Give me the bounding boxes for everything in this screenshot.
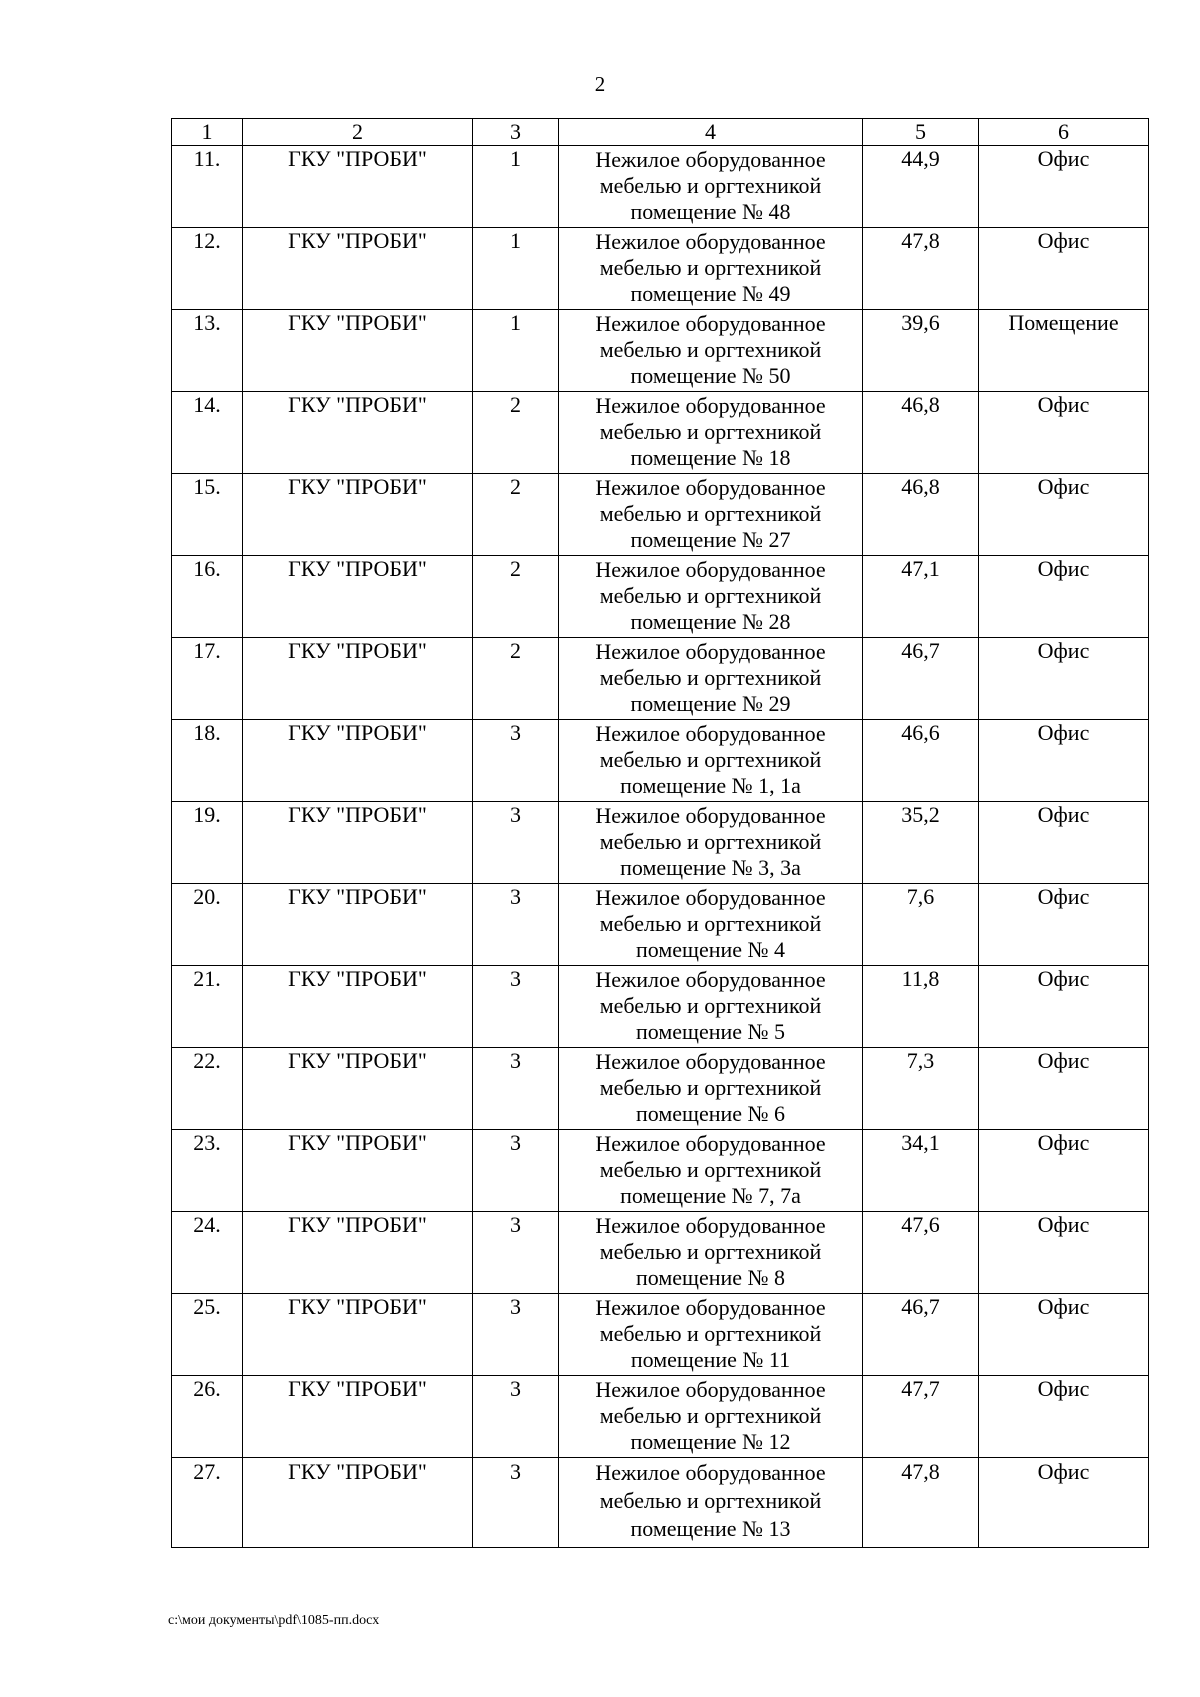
floor-cell: 1 (473, 146, 559, 228)
row-number-cell: 27. (172, 1458, 243, 1548)
purpose-cell: Офис (979, 884, 1149, 966)
organization-cell: ГКУ "ПРОБИ" (243, 638, 473, 720)
area-cell: 7,6 (863, 884, 979, 966)
column-header: 1 (172, 119, 243, 146)
table-row (172, 1294, 1149, 1376)
organization-cell: ГКУ "ПРОБИ" (243, 556, 473, 638)
description-line: помещение № 28 (630, 609, 791, 634)
row-number-cell: 18. (172, 720, 243, 802)
description-line: Нежилое оборудованное (595, 557, 826, 582)
description-line: помещение № 1, 1а (620, 773, 801, 798)
column-header: 4 (559, 119, 863, 146)
floor-cell: 3 (473, 1130, 559, 1212)
description-line: мебелью и оргтехникой (599, 665, 822, 690)
organization-cell: ГКУ "ПРОБИ" (243, 1212, 473, 1294)
table-row (172, 146, 1149, 228)
table-header-row (172, 119, 1149, 146)
description-cell (559, 392, 863, 474)
area-cell: 34,1 (863, 1130, 979, 1212)
table-row (172, 884, 1149, 966)
row-number-cell: 19. (172, 802, 243, 884)
purpose-cell: Офис (979, 392, 1149, 474)
organization-cell: ГКУ "ПРОБИ" (243, 720, 473, 802)
description-line: мебелью и оргтехникой (599, 829, 822, 854)
row-number-cell: 26. (172, 1376, 243, 1458)
row-number-cell: 16. (172, 556, 243, 638)
area-cell: 46,8 (863, 392, 979, 474)
area-cell: 39,6 (863, 310, 979, 392)
row-number-cell: 21. (172, 966, 243, 1048)
area-cell: 47,6 (863, 1212, 979, 1294)
row-number-cell: 24. (172, 1212, 243, 1294)
organization-cell: ГКУ "ПРОБИ" (243, 884, 473, 966)
purpose-cell: Офис (979, 1130, 1149, 1212)
area-cell: 11,8 (863, 966, 979, 1048)
description-line: мебелью и оргтехникой (599, 911, 822, 936)
floor-cell: 1 (473, 228, 559, 310)
page-number: 2 (594, 72, 606, 96)
description-line: помещение № 29 (630, 691, 791, 716)
area-cell: 46,6 (863, 720, 979, 802)
description-line: Нежилое оборудованное (595, 639, 826, 664)
row-number-cell: 12. (172, 228, 243, 310)
description-line: мебелью и оргтехникой (599, 747, 822, 772)
purpose-cell: Офис (979, 474, 1149, 556)
row-number-cell: 25. (172, 1294, 243, 1376)
floor-cell: 3 (473, 1048, 559, 1130)
description-cell (559, 802, 863, 884)
description-cell (559, 1048, 863, 1130)
table-row (172, 802, 1149, 884)
column-header: 3 (473, 119, 559, 146)
area-cell: 46,8 (863, 474, 979, 556)
description-line: Нежилое оборудованное (595, 1295, 826, 1320)
description-cell (559, 146, 863, 228)
description-cell (559, 884, 863, 966)
description-line: помещение № 27 (630, 527, 791, 552)
description-line: мебелью и оргтехникой (599, 1403, 822, 1428)
description-line: мебелью и оргтехникой (599, 1239, 822, 1264)
description-line: помещение № 3, 3а (620, 855, 801, 880)
area-cell: 46,7 (863, 1294, 979, 1376)
description-cell (559, 966, 863, 1048)
area-cell: 46,7 (863, 638, 979, 720)
column-header: 5 (863, 119, 979, 146)
purpose-cell: Офис (979, 1458, 1149, 1548)
description-line: помещение № 4 (635, 937, 786, 962)
purpose-cell: Офис (979, 720, 1149, 802)
floor-cell: 2 (473, 556, 559, 638)
floor-cell: 1 (473, 310, 559, 392)
purpose-cell: Офис (979, 228, 1149, 310)
table-body (172, 119, 1149, 1548)
description-line: мебелью и оргтехникой (599, 1321, 822, 1346)
description-line: Нежилое оборудованное (595, 1377, 826, 1402)
description-line: Нежилое оборудованное (595, 1213, 826, 1238)
row-number-cell: 14. (172, 392, 243, 474)
organization-cell: ГКУ "ПРОБИ" (243, 1048, 473, 1130)
description-line: мебелью и оргтехникой (599, 255, 822, 280)
description-line: помещение № 50 (630, 363, 791, 388)
footer-file-path: c:\мои документы\pdf\1085-пп.docx (168, 1613, 380, 1628)
purpose-cell: Офис (979, 966, 1149, 1048)
purpose-cell: Офис (979, 1048, 1149, 1130)
table-row (172, 1048, 1149, 1130)
description-line: Нежилое оборудованное (595, 311, 826, 336)
row-number-cell: 22. (172, 1048, 243, 1130)
floor-cell: 3 (473, 1294, 559, 1376)
purpose-cell: Офис (979, 1376, 1149, 1458)
organization-cell: ГКУ "ПРОБИ" (243, 1376, 473, 1458)
floor-cell: 3 (473, 802, 559, 884)
description-cell (559, 1212, 863, 1294)
description-cell (559, 556, 863, 638)
description-line: Нежилое оборудованное (595, 1049, 826, 1074)
floor-cell: 3 (473, 1376, 559, 1458)
organization-cell: ГКУ "ПРОБИ" (243, 966, 473, 1048)
table-row (172, 966, 1149, 1048)
purpose-cell: Помещение (979, 310, 1149, 392)
area-cell: 47,7 (863, 1376, 979, 1458)
area-cell: 47,8 (863, 1458, 979, 1548)
floor-cell: 2 (473, 392, 559, 474)
table-row (172, 638, 1149, 720)
description-line: помещение № 13 (630, 1516, 791, 1541)
organization-cell: ГКУ "ПРОБИ" (243, 1130, 473, 1212)
table-row (172, 1376, 1149, 1458)
description-cell (559, 1376, 863, 1458)
description-cell (559, 1294, 863, 1376)
description-line: мебелью и оргтехникой (599, 501, 822, 526)
floor-cell: 2 (473, 638, 559, 720)
row-number-cell: 13. (172, 310, 243, 392)
description-cell (559, 310, 863, 392)
table-row (172, 720, 1149, 802)
description-line: Нежилое оборудованное (595, 147, 826, 172)
row-number-cell: 23. (172, 1130, 243, 1212)
table-row (172, 556, 1149, 638)
description-line: Нежилое оборудованное (595, 1131, 826, 1156)
description-line: помещение № 6 (635, 1101, 786, 1126)
area-cell: 7,3 (863, 1048, 979, 1130)
purpose-cell: Офис (979, 146, 1149, 228)
description-line: помещение № 8 (635, 1265, 786, 1290)
description-line: помещение № 49 (630, 281, 791, 306)
description-line: Нежилое оборудованное (595, 229, 826, 254)
description-cell (559, 638, 863, 720)
row-number-cell: 20. (172, 884, 243, 966)
description-line: Нежилое оборудованное (595, 1460, 826, 1485)
description-line: мебелью и оргтехникой (599, 1488, 822, 1513)
description-line: помещение № 5 (635, 1019, 786, 1044)
area-cell: 44,9 (863, 146, 979, 228)
organization-cell: ГКУ "ПРОБИ" (243, 146, 473, 228)
description-line: помещение № 48 (630, 199, 791, 224)
description-line: помещение № 12 (630, 1429, 791, 1454)
description-line: мебелью и оргтехникой (599, 993, 822, 1018)
column-header: 6 (979, 119, 1149, 146)
description-line: мебелью и оргтехникой (599, 173, 822, 198)
table-row (172, 228, 1149, 310)
description-cell (559, 474, 863, 556)
purpose-cell: Офис (979, 802, 1149, 884)
description-line: мебелью и оргтехникой (599, 583, 822, 608)
organization-cell: ГКУ "ПРОБИ" (243, 802, 473, 884)
description-line: мебелью и оргтехникой (599, 1157, 822, 1182)
row-number-cell: 11. (172, 146, 243, 228)
floor-cell: 3 (473, 1212, 559, 1294)
description-cell (559, 1130, 863, 1212)
table-row (172, 310, 1149, 392)
description-line: помещение № 11 (630, 1347, 791, 1372)
organization-cell: ГКУ "ПРОБИ" (243, 1458, 473, 1548)
description-cell (559, 1458, 863, 1548)
description-line: мебелью и оргтехникой (599, 1075, 822, 1100)
description-line: мебелью и оргтехникой (599, 419, 822, 444)
table-row (172, 392, 1149, 474)
description-line: Нежилое оборудованное (595, 393, 826, 418)
table-row (172, 1458, 1149, 1548)
description-cell (559, 720, 863, 802)
floor-cell: 3 (473, 884, 559, 966)
area-cell: 47,1 (863, 556, 979, 638)
area-cell: 35,2 (863, 802, 979, 884)
description-line: помещение № 7, 7а (620, 1183, 801, 1208)
purpose-cell: Офис (979, 638, 1149, 720)
description-line: Нежилое оборудованное (595, 967, 826, 992)
organization-cell: ГКУ "ПРОБИ" (243, 1294, 473, 1376)
description-line: Нежилое оборудованное (595, 721, 826, 746)
table-row (172, 474, 1149, 556)
row-number-cell: 15. (172, 474, 243, 556)
table-row (172, 1212, 1149, 1294)
purpose-cell: Офис (979, 1294, 1149, 1376)
description-cell (559, 228, 863, 310)
description-line: помещение № 18 (630, 445, 791, 470)
floor-cell: 3 (473, 720, 559, 802)
purpose-cell: Офис (979, 1212, 1149, 1294)
organization-cell: ГКУ "ПРОБИ" (243, 392, 473, 474)
rooms-table (171, 118, 1149, 1548)
description-line: мебелью и оргтехникой (599, 337, 822, 362)
description-line: Нежилое оборудованное (595, 475, 826, 500)
floor-cell: 2 (473, 474, 559, 556)
floor-cell: 3 (473, 966, 559, 1048)
organization-cell: ГКУ "ПРОБИ" (243, 310, 473, 392)
area-cell: 47,8 (863, 228, 979, 310)
floor-cell: 3 (473, 1458, 559, 1548)
purpose-cell: Офис (979, 556, 1149, 638)
description-line: Нежилое оборудованное (595, 885, 826, 910)
table-row (172, 1130, 1149, 1212)
column-header: 2 (243, 119, 473, 146)
description-line: Нежилое оборудованное (595, 803, 826, 828)
organization-cell: ГКУ "ПРОБИ" (243, 474, 473, 556)
organization-cell: ГКУ "ПРОБИ" (243, 228, 473, 310)
row-number-cell: 17. (172, 638, 243, 720)
